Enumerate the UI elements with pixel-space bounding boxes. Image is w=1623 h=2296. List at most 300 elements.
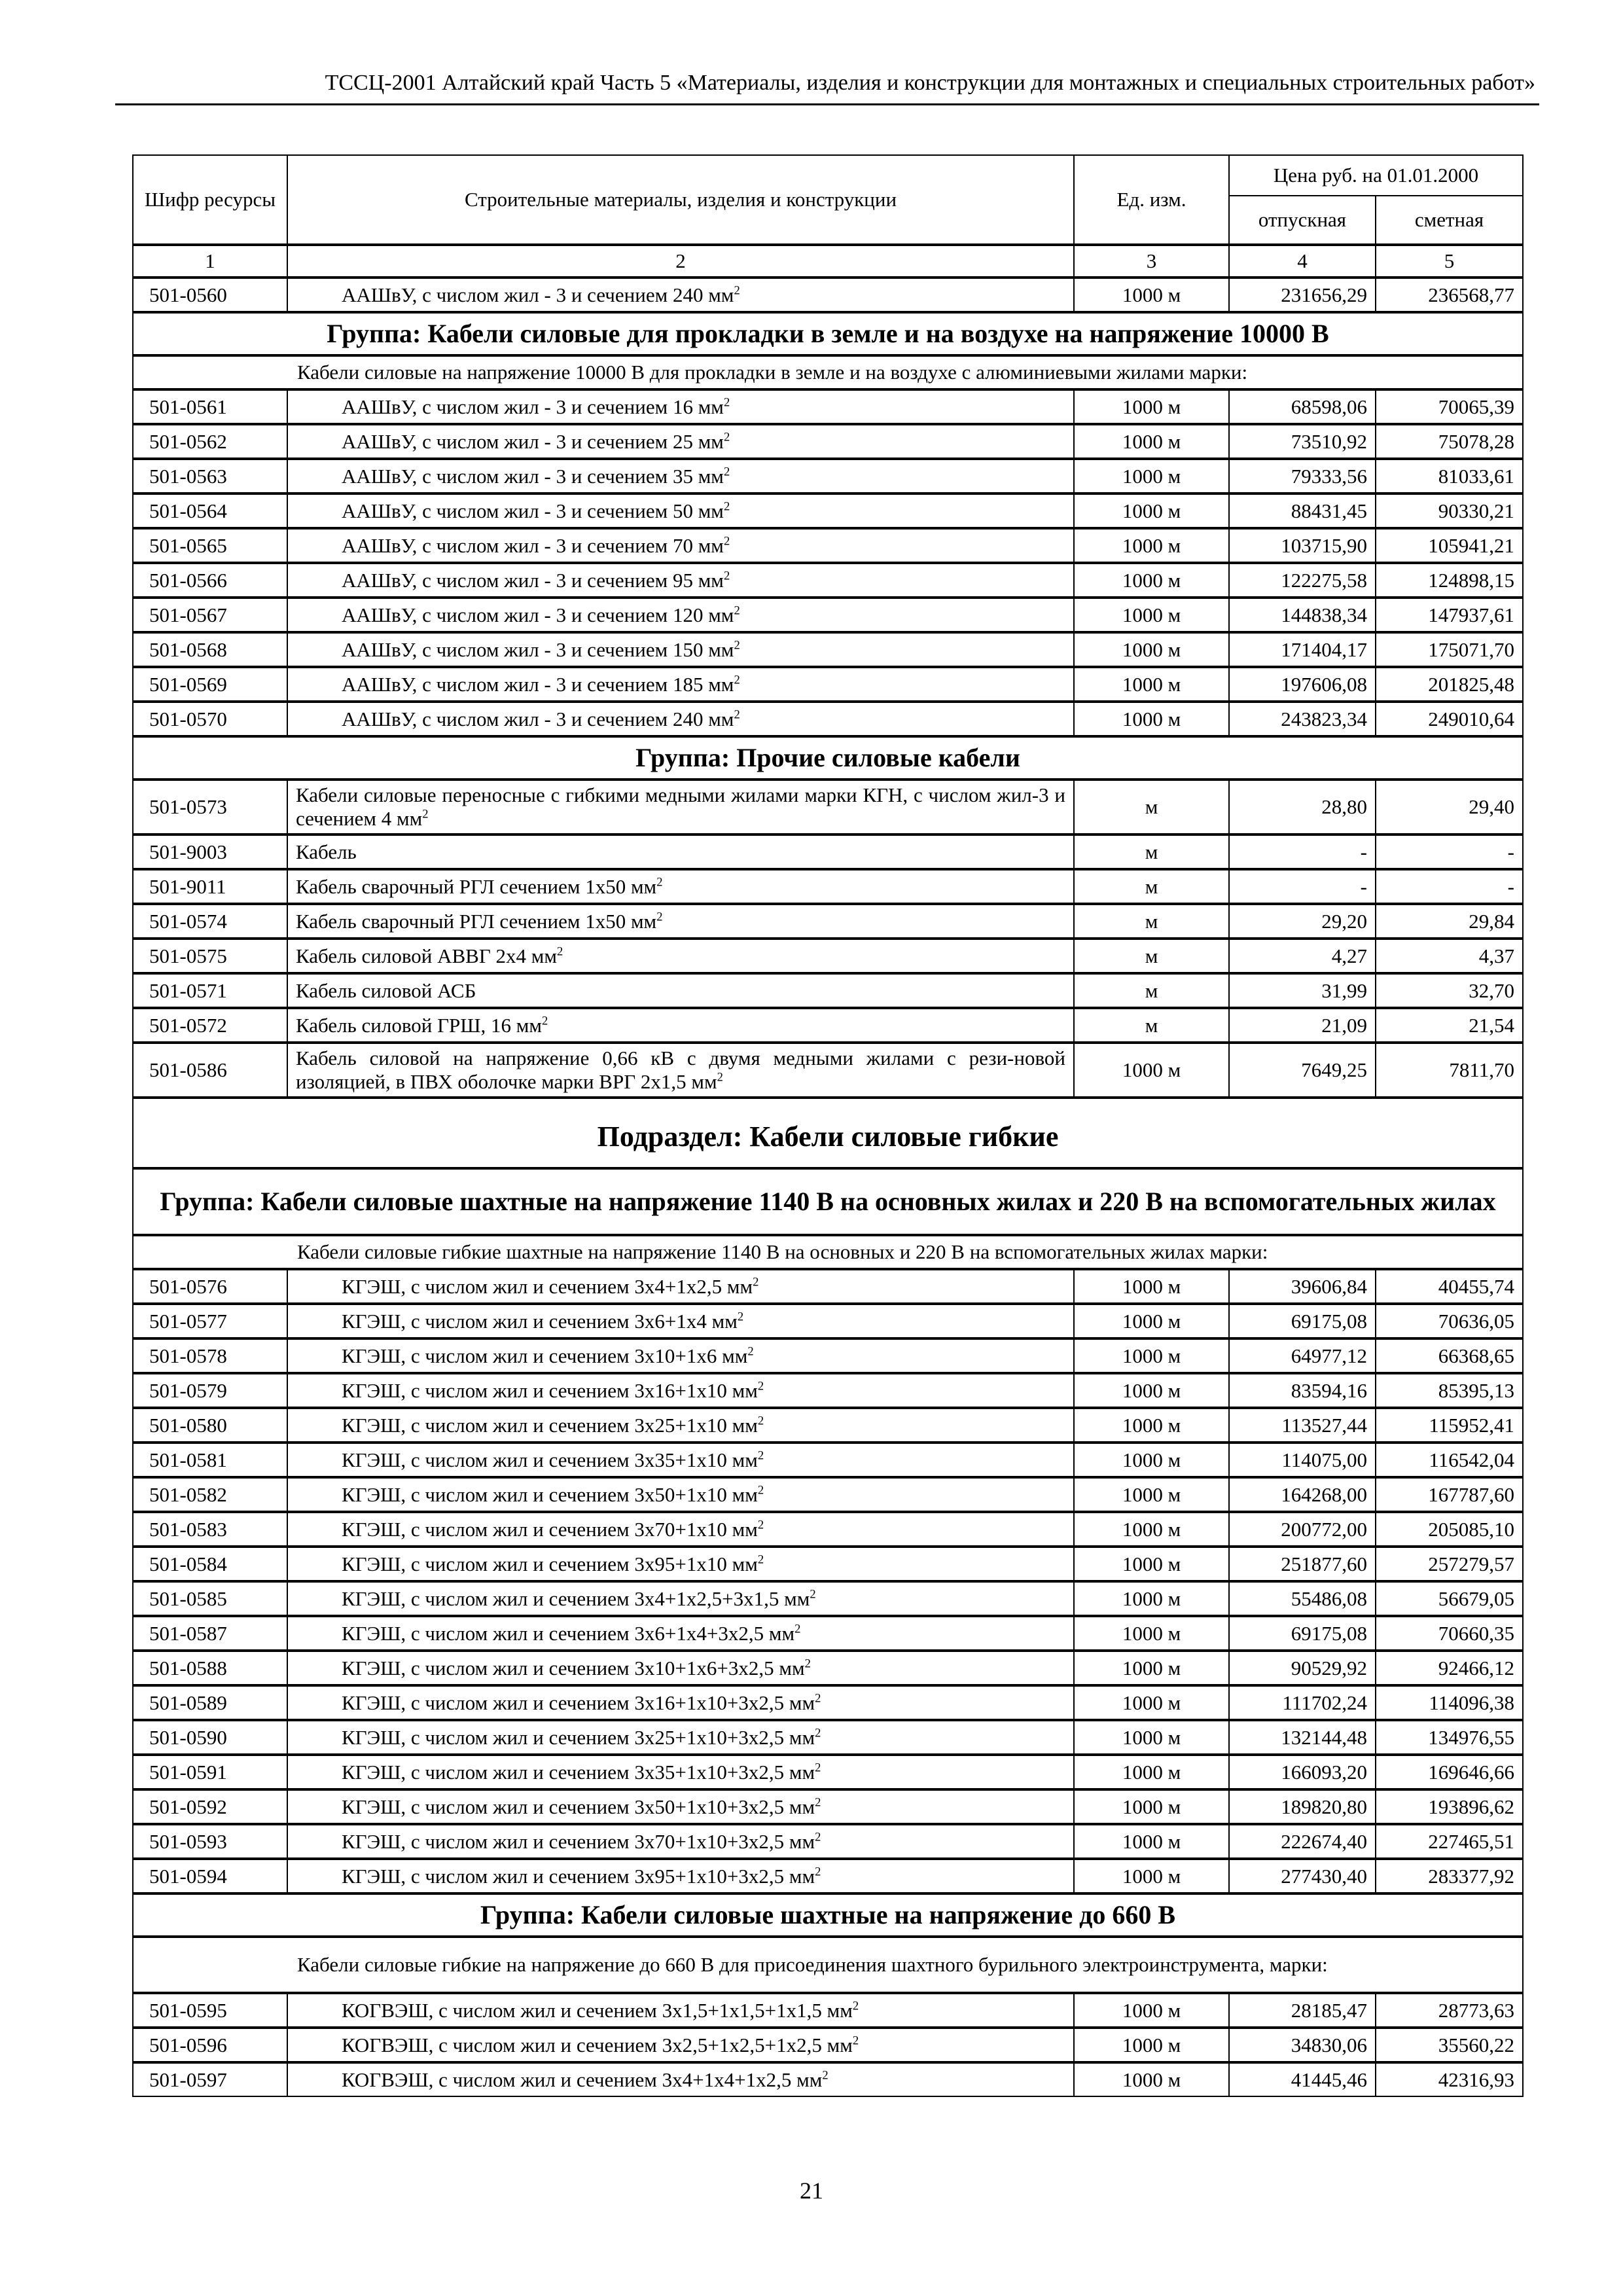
table-row (133, 389, 1523, 424)
table-row (133, 1720, 1523, 1755)
squared-superscript: 2 (734, 708, 740, 722)
squared-superscript: 2 (794, 1622, 801, 1636)
table-row (133, 2062, 1523, 2096)
unit: 1000 м (1074, 1512, 1229, 1547)
squared-superscript: 2 (757, 1448, 764, 1463)
material-name-text: ААШвУ, с числом жил - 3 и сечением 35 мм (342, 464, 724, 488)
table-row (133, 834, 1523, 869)
material-name-text: КГЭШ, с числом жил и сечением 3х50+1х10 мм (342, 1482, 758, 1506)
unit: м (1074, 904, 1229, 939)
material-name-text: ААШвУ, с числом жил - 3 и сечением 50 мм (342, 499, 724, 522)
squared-superscript: 2 (815, 1865, 821, 1879)
material-name-text: КГЭШ, с числом жил и сечением 3х16+1х10+3х2,5 мм (342, 1691, 815, 1714)
material-name-text: ААШвУ, с числом жил - 3 и сечением 240 мм (342, 707, 734, 730)
estimate-price: 32,70 (1376, 973, 1523, 1008)
group-note-row (133, 1937, 1523, 1993)
release-price: - (1229, 834, 1376, 869)
group-note: Кабели силовые гибкие шахтные на напряжение 1140 В на основных и 220 В на вспомогательных жилах марки: (133, 1235, 1523, 1269)
unit: 1000 м (1074, 1269, 1229, 1304)
table-row (133, 1408, 1523, 1443)
material-name-text: Кабель силовой АСБ (296, 978, 476, 1002)
material-name-text: КГЭШ, с числом жил и сечением 3х35+1х10 мм (342, 1448, 758, 1471)
squared-superscript: 2 (810, 1587, 816, 1602)
release-price: 69175,08 (1229, 1304, 1376, 1338)
group-note: Кабели силовые гибкие на напряжение до 660 В для присоединения шахтного бурильного электроинструмента, марки: (133, 1937, 1523, 1993)
material-name (287, 632, 1074, 667)
table-row (133, 1043, 1523, 1098)
material-name (287, 869, 1074, 904)
resource-code: 501-0574 (133, 904, 287, 939)
group-heading-row (133, 1168, 1523, 1235)
unit: м (1074, 939, 1229, 973)
column-number: 4 (1229, 245, 1376, 278)
resource-code: 501-0565 (133, 528, 287, 563)
estimate-price: 105941,21 (1376, 528, 1523, 563)
estimate-price: 193896,62 (1376, 1789, 1523, 1824)
table-row (133, 1993, 1523, 2028)
release-price: 113527,44 (1229, 1408, 1376, 1443)
resource-code: 501-0577 (133, 1304, 287, 1338)
resource-code: 501-0570 (133, 702, 287, 736)
unit: 1000 м (1074, 1859, 1229, 1893)
unit: 1000 м (1074, 1651, 1229, 1685)
squared-superscript: 2 (542, 1014, 548, 1028)
table-row (133, 1512, 1523, 1547)
table-row (133, 424, 1523, 459)
unit: 1000 м (1074, 1993, 1229, 2028)
squared-superscript: 2 (852, 2034, 859, 2048)
header-rule (115, 103, 1539, 105)
material-name-text: ААШвУ, с числом жил - 3 и сечением 185 мм (342, 672, 734, 696)
unit: м (1074, 973, 1229, 1008)
column-header-code: Шифр ресурсы (133, 155, 287, 245)
table-row (133, 598, 1523, 632)
table-row (133, 278, 1523, 312)
material-name-text: КОГВЭШ, с числом жил и сечением 3х4+1х4+1х2,5 мм (342, 2068, 823, 2091)
resource-code: 501-0580 (133, 1408, 287, 1443)
release-price: 39606,84 (1229, 1269, 1376, 1304)
table-row (133, 1581, 1523, 1616)
resource-code: 501-0589 (133, 1685, 287, 1720)
material-name (287, 1408, 1074, 1443)
release-price: - (1229, 869, 1376, 904)
unit: м (1074, 1008, 1229, 1043)
material-name (287, 1755, 1074, 1789)
estimate-price: 70065,39 (1376, 389, 1523, 424)
resource-code: 501-0587 (133, 1616, 287, 1651)
resource-code: 501-0588 (133, 1651, 287, 1685)
squared-superscript: 2 (557, 944, 563, 959)
resource-code: 501-0585 (133, 1581, 287, 1616)
resource-code: 501-9003 (133, 834, 287, 869)
resource-code: 501-0568 (133, 632, 287, 667)
resource-code: 501-0573 (133, 780, 287, 834)
material-name (287, 1581, 1074, 1616)
material-name-text: Кабели силовые переносные с гибкими медными жилами марки КГН, с числом жил-3 и сечением 4 мм (296, 783, 1065, 830)
resource-code: 501-0592 (133, 1789, 287, 1824)
squared-superscript: 2 (804, 1657, 811, 1671)
resource-code: 501-0582 (133, 1477, 287, 1512)
resource-code: 501-0576 (133, 1269, 287, 1304)
squared-superscript: 2 (656, 910, 663, 924)
estimate-price: 70660,35 (1376, 1616, 1523, 1651)
table-row (133, 1008, 1523, 1043)
material-name (287, 598, 1074, 632)
page-number: 21 (800, 2178, 823, 2204)
column-number: 3 (1074, 245, 1229, 278)
estimate-price: 147937,61 (1376, 598, 1523, 632)
material-name (287, 939, 1074, 973)
squared-superscript: 2 (852, 1999, 859, 2013)
unit: 1000 м (1074, 493, 1229, 528)
resource-code: 501-0572 (133, 1008, 287, 1043)
release-price: 41445,46 (1229, 2062, 1376, 2096)
material-name (287, 389, 1074, 424)
release-price: 111702,24 (1229, 1685, 1376, 1720)
release-price: 73510,92 (1229, 424, 1376, 459)
unit: 1000 м (1074, 1616, 1229, 1651)
squared-superscript: 2 (723, 465, 730, 479)
release-price: 4,27 (1229, 939, 1376, 973)
estimate-price: 115952,41 (1376, 1408, 1523, 1443)
table-row (133, 1477, 1523, 1512)
table-row (133, 528, 1523, 563)
material-name-text: КГЭШ, с числом жил и сечением 3х6+1х4 мм (342, 1309, 738, 1333)
material-name (287, 528, 1074, 563)
estimate-price: 66368,65 (1376, 1338, 1523, 1373)
estimate-price: 249010,64 (1376, 702, 1523, 736)
estimate-price: 4,37 (1376, 939, 1523, 973)
material-name (287, 1512, 1074, 1547)
table-row (133, 1789, 1523, 1824)
squared-superscript: 2 (815, 1830, 821, 1844)
material-name-text: ААШвУ, с числом жил - 3 и сечением 95 мм (342, 568, 724, 592)
material-name (287, 424, 1074, 459)
squared-superscript: 2 (747, 1344, 754, 1359)
squared-superscript: 2 (822, 2068, 829, 2083)
material-name (287, 493, 1074, 528)
group-note-row (133, 355, 1523, 389)
estimate-price: 29,40 (1376, 780, 1523, 834)
estimate-price: 42316,93 (1376, 2062, 1523, 2096)
release-price: 132144,48 (1229, 1720, 1376, 1755)
squared-superscript: 2 (757, 1552, 764, 1567)
column-number: 5 (1376, 245, 1523, 278)
unit: 1000 м (1074, 1581, 1229, 1616)
table-row (133, 1443, 1523, 1477)
material-name (287, 1685, 1074, 1720)
unit: 1000 м (1074, 632, 1229, 667)
price-table (132, 154, 1524, 2097)
column-header-estimate-price: сметная (1376, 196, 1523, 245)
unit: 1000 м (1074, 667, 1229, 702)
unit: м (1074, 869, 1229, 904)
material-name-text: КГЭШ, с числом жил и сечением 3х70+1х10 мм (342, 1517, 758, 1541)
release-price: 31,99 (1229, 973, 1376, 1008)
release-price: 166093,20 (1229, 1755, 1376, 1789)
material-name (287, 563, 1074, 598)
column-number: 2 (287, 245, 1074, 278)
material-name-text: КГЭШ, с числом жил и сечением 3х4+1х2,5+3х1,5 мм (342, 1587, 810, 1610)
unit: 1000 м (1074, 1408, 1229, 1443)
estimate-price: 116542,04 (1376, 1443, 1523, 1477)
group-heading-row (133, 1893, 1523, 1937)
group-heading: Группа: Прочие силовые кабели (133, 736, 1523, 780)
release-price: 114075,00 (1229, 1443, 1376, 1477)
estimate-price: 92466,12 (1376, 1651, 1523, 1685)
squared-superscript: 2 (656, 875, 663, 889)
material-name (287, 1443, 1074, 1477)
material-name (287, 2062, 1074, 2096)
estimate-price: 167787,60 (1376, 1477, 1523, 1512)
squared-superscript: 2 (422, 807, 429, 821)
material-name (287, 667, 1074, 702)
release-price: 64977,12 (1229, 1338, 1376, 1373)
estimate-price: 169646,66 (1376, 1755, 1523, 1789)
squared-superscript: 2 (723, 395, 730, 410)
unit: 1000 м (1074, 1304, 1229, 1338)
subsection-heading: Подраздел: Кабели силовые гибкие (133, 1098, 1523, 1168)
estimate-price: 90330,21 (1376, 493, 1523, 528)
estimate-price: 28773,63 (1376, 1993, 1523, 2028)
estimate-price: 236568,77 (1376, 278, 1523, 312)
estimate-price: 134976,55 (1376, 1720, 1523, 1755)
material-name (287, 1547, 1074, 1581)
estimate-price: 70636,05 (1376, 1304, 1523, 1338)
material-name-text: КОГВЭШ, с числом жил и сечением 3х2,5+1х2,5+1х2,5 мм (342, 2033, 853, 2056)
unit: 1000 м (1074, 1477, 1229, 1512)
release-price: 277430,40 (1229, 1859, 1376, 1893)
material-name (287, 1008, 1074, 1043)
squared-superscript: 2 (753, 1275, 759, 1289)
table-row (133, 563, 1523, 598)
group-heading: Группа: Кабели силовые шахтные на напряжение до 660 В (133, 1893, 1523, 1937)
group-note-row (133, 1235, 1523, 1269)
unit: 1000 м (1074, 389, 1229, 424)
material-name (287, 1993, 1074, 2028)
squared-superscript: 2 (734, 283, 740, 298)
release-price: 88431,45 (1229, 493, 1376, 528)
resource-code: 501-0595 (133, 1993, 287, 2028)
release-price: 251877,60 (1229, 1547, 1376, 1581)
resource-code: 501-0562 (133, 424, 287, 459)
release-price: 122275,58 (1229, 563, 1376, 598)
material-name (287, 1269, 1074, 1304)
material-name-text: ААШвУ, с числом жил - 3 и сечением 120 мм (342, 603, 734, 626)
resource-code: 501-0596 (133, 2028, 287, 2062)
table-row (133, 1269, 1523, 1304)
release-price: 34830,06 (1229, 2028, 1376, 2062)
estimate-price: - (1376, 834, 1523, 869)
squared-superscript: 2 (757, 1483, 764, 1498)
material-name-text: КГЭШ, с числом жил и сечением 3х95+1х10+3х2,5 мм (342, 1864, 815, 1888)
estimate-price: 257279,57 (1376, 1547, 1523, 1581)
column-header-price-group: Цена руб. на 01.01.2000 (1229, 155, 1523, 196)
material-name (287, 1338, 1074, 1373)
unit: 1000 м (1074, 702, 1229, 736)
estimate-price: - (1376, 869, 1523, 904)
material-name (287, 1304, 1074, 1338)
material-name-text: Кабель силовой на напряжение 0,66 кВ с двумя медными жилами с рези-новой изоляцией, в ПВХ оболочке марки ВРГ 2х1,5 мм (296, 1047, 1065, 1093)
unit: 1000 м (1074, 2028, 1229, 2062)
resource-code: 501-0561 (133, 389, 287, 424)
material-name (287, 1373, 1074, 1408)
subsection-heading-row (133, 1098, 1523, 1168)
unit: 1000 м (1074, 528, 1229, 563)
resource-code: 501-0584 (133, 1547, 287, 1581)
squared-superscript: 2 (723, 534, 730, 548)
estimate-price: 40455,74 (1376, 1269, 1523, 1304)
squared-superscript: 2 (737, 1310, 744, 1324)
resource-code: 501-0586 (133, 1043, 287, 1098)
material-name (287, 1720, 1074, 1755)
material-name (287, 1789, 1074, 1824)
group-note: Кабели силовые на напряжение 10000 В для прокладки в земле и на воздухе с алюминиевыми жилами марки: (133, 355, 1523, 389)
release-price: 222674,40 (1229, 1824, 1376, 1859)
group-heading-row (133, 736, 1523, 780)
material-name-text: ААШвУ, с числом жил - 3 и сечением 70 мм (342, 533, 724, 557)
material-name (287, 834, 1074, 869)
table-row (133, 904, 1523, 939)
unit: 1000 м (1074, 1373, 1229, 1408)
table-row (133, 1651, 1523, 1685)
material-name-text: Кабель силовой АВВГ 2х4 мм (296, 944, 557, 967)
estimate-price: 201825,48 (1376, 667, 1523, 702)
table-row (133, 780, 1523, 834)
release-price: 103715,90 (1229, 528, 1376, 563)
release-price: 164268,00 (1229, 1477, 1376, 1512)
column-numbers-row (133, 245, 1523, 278)
release-price: 21,09 (1229, 1008, 1376, 1043)
material-name (287, 459, 1074, 493)
material-name-text: КГЭШ, с числом жил и сечением 3х25+1х10+3х2,5 мм (342, 1725, 815, 1749)
squared-superscript: 2 (734, 638, 740, 653)
table-row (133, 1338, 1523, 1373)
resource-code: 501-0560 (133, 278, 287, 312)
material-name (287, 1859, 1074, 1893)
unit: м (1074, 834, 1229, 869)
release-price: 83594,16 (1229, 1373, 1376, 1408)
squared-superscript: 2 (815, 1691, 821, 1706)
squared-superscript: 2 (757, 1379, 764, 1393)
squared-superscript: 2 (757, 1518, 764, 1532)
squared-superscript: 2 (815, 1726, 821, 1740)
release-price: 55486,08 (1229, 1581, 1376, 1616)
material-name-text: КОГВЭШ, с числом жил и сечением 3х1,5+1х1,5+1х1,5 мм (342, 1998, 853, 2022)
estimate-price: 124898,15 (1376, 563, 1523, 598)
resource-code: 501-0578 (133, 1338, 287, 1373)
unit: 1000 м (1074, 1547, 1229, 1581)
squared-superscript: 2 (815, 1761, 821, 1775)
estimate-price: 7811,70 (1376, 1043, 1523, 1098)
material-name (287, 973, 1074, 1008)
unit: 1000 м (1074, 1338, 1229, 1373)
unit: 1000 м (1074, 1043, 1229, 1098)
unit: 1000 м (1074, 278, 1229, 312)
table-body (133, 278, 1523, 2096)
material-name-text: Кабель силовой ГРШ, 16 мм (296, 1013, 543, 1037)
resource-code: 501-0594 (133, 1859, 287, 1893)
table-row (133, 632, 1523, 667)
release-price: 69175,08 (1229, 1616, 1376, 1651)
resource-code: 501-0575 (133, 939, 287, 973)
material-name (287, 1616, 1074, 1651)
unit: м (1074, 780, 1229, 834)
table-row (133, 493, 1523, 528)
unit: 1000 м (1074, 2062, 1229, 2096)
material-name-text: КГЭШ, с числом жил и сечением 3х95+1х10 мм (342, 1552, 758, 1575)
resource-code: 501-0564 (133, 493, 287, 528)
table-row (133, 1616, 1523, 1651)
release-price: 200772,00 (1229, 1512, 1376, 1547)
squared-superscript: 2 (757, 1414, 764, 1428)
resource-code: 501-9011 (133, 869, 287, 904)
column-header-name: Строительные материалы, изделия и конструкции (287, 155, 1074, 245)
material-name-text: ААШвУ, с числом жил - 3 и сечением 16 мм (342, 395, 724, 418)
table-row (133, 1373, 1523, 1408)
release-price: 243823,34 (1229, 702, 1376, 736)
resource-code: 501-0593 (133, 1824, 287, 1859)
resource-code: 501-0597 (133, 2062, 287, 2096)
column-number: 1 (133, 245, 287, 278)
release-price: 144838,34 (1229, 598, 1376, 632)
release-price: 29,20 (1229, 904, 1376, 939)
resource-code: 501-0569 (133, 667, 287, 702)
release-price: 197606,08 (1229, 667, 1376, 702)
unit: 1000 м (1074, 1789, 1229, 1824)
material-name (287, 780, 1074, 834)
column-header-release-price: отпускная (1229, 196, 1376, 245)
material-name (287, 1824, 1074, 1859)
squared-superscript: 2 (723, 430, 730, 444)
material-name-text: Кабель (296, 840, 357, 863)
material-name-text: КГЭШ, с числом жил и сечением 3х25+1х10 мм (342, 1413, 758, 1437)
resource-code: 501-0566 (133, 563, 287, 598)
material-name (287, 1043, 1074, 1098)
table-row (133, 869, 1523, 904)
material-name-text: КГЭШ, с числом жил и сечением 3х10+1х6+3х2,5 мм (342, 1656, 805, 1679)
resource-code: 501-0567 (133, 598, 287, 632)
estimate-price: 175071,70 (1376, 632, 1523, 667)
squared-superscript: 2 (717, 1070, 723, 1085)
table-row (133, 459, 1523, 493)
release-price: 189820,80 (1229, 1789, 1376, 1824)
material-name-text: КГЭШ, с числом жил и сечением 3х70+1х10+3х2,5 мм (342, 1829, 815, 1853)
material-name-text: Кабель сварочный РГЛ сечением 1х50 мм (296, 909, 657, 933)
material-name-text: ААШвУ, с числом жил - 3 и сечением 150 мм (342, 637, 734, 661)
unit: 1000 м (1074, 1755, 1229, 1789)
resource-code: 501-0571 (133, 973, 287, 1008)
release-price: 68598,06 (1229, 389, 1376, 424)
resource-code: 501-0579 (133, 1373, 287, 1408)
material-name-text: ААШвУ, с числом жил - 3 и сечением 25 мм (342, 429, 724, 453)
material-name (287, 1651, 1074, 1685)
estimate-price: 29,84 (1376, 904, 1523, 939)
table-row (133, 2028, 1523, 2062)
squared-superscript: 2 (815, 1795, 821, 1810)
unit: 1000 м (1074, 563, 1229, 598)
table-row (133, 1304, 1523, 1338)
unit: 1000 м (1074, 1824, 1229, 1859)
table-row (133, 1859, 1523, 1893)
material-name-text: КГЭШ, с числом жил и сечением 3х35+1х10+3х2,5 мм (342, 1760, 815, 1784)
material-name-text: Кабель сварочный РГЛ сечением 1х50 мм (296, 874, 657, 898)
unit: 1000 м (1074, 598, 1229, 632)
material-name-text: ААШвУ, с числом жил - 3 и сечением 240 мм (342, 283, 734, 306)
material-name (287, 904, 1074, 939)
material-name (287, 1477, 1074, 1512)
estimate-price: 35560,22 (1376, 2028, 1523, 2062)
